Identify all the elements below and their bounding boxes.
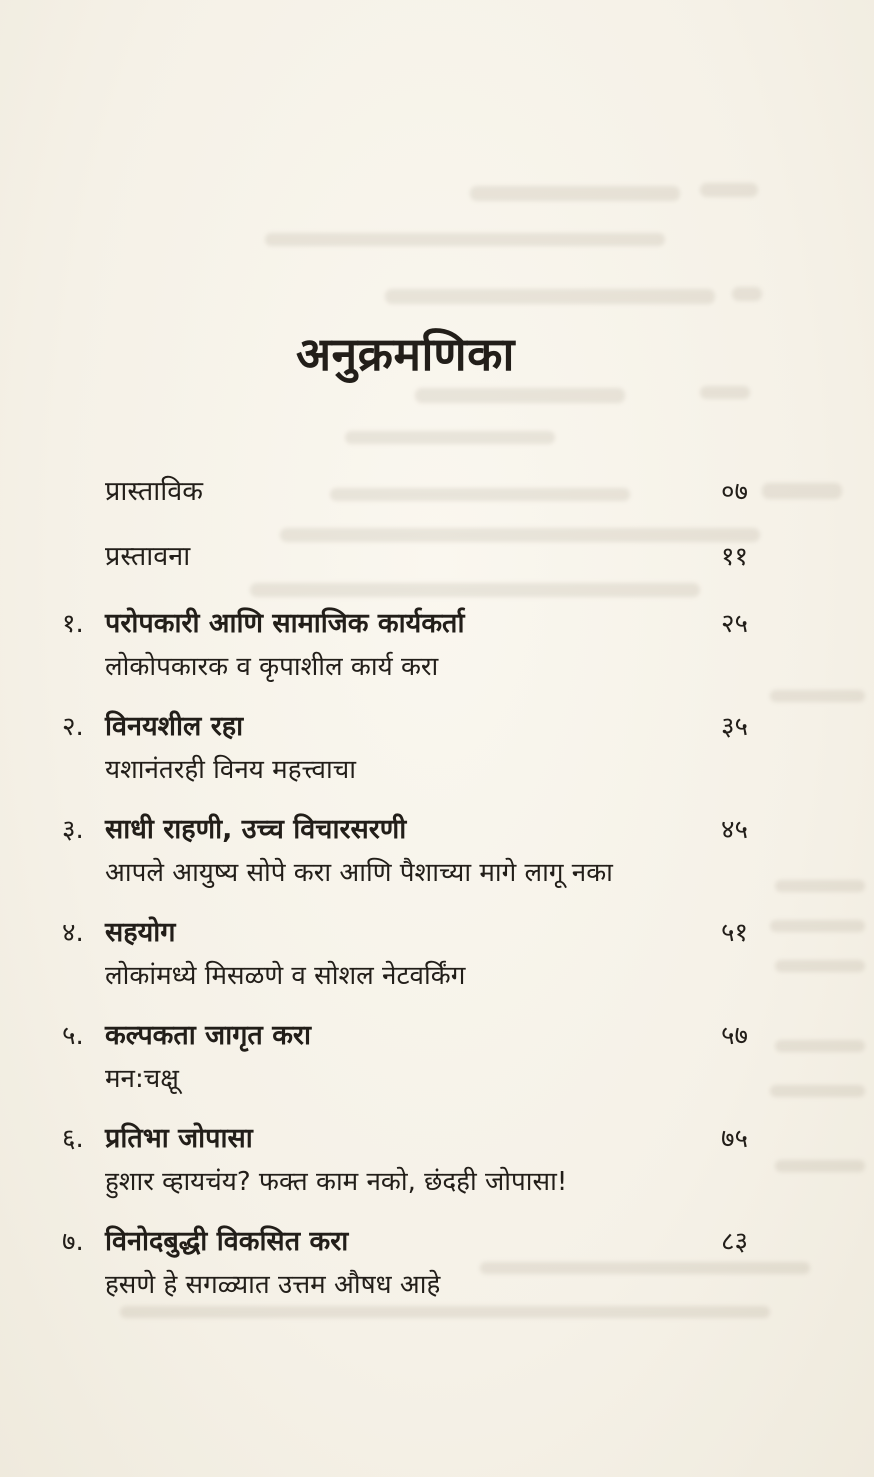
bleed-through-artifact [385, 289, 715, 304]
toc-entry-page-number: ११ [720, 542, 748, 572]
toc-chapter-entry [62, 808, 748, 894]
toc-chapter-head [62, 602, 748, 646]
bleed-through-artifact [770, 1085, 865, 1097]
toc-chapter-subtitle: आपले आयुष्य सोपे करा आणि पैशाच्या मागे लागू नका [105, 858, 613, 888]
toc-chapter-subtitle: मन:चक्षू [105, 1064, 179, 1094]
toc-chapter-number: २. [62, 712, 84, 742]
toc-entry-page-number: ४५ [720, 815, 748, 845]
toc-entry-page-number: ५१ [720, 918, 748, 948]
bleed-through-artifact [345, 431, 555, 444]
bleed-through-artifact [770, 690, 865, 702]
toc-chapter-entry [62, 602, 748, 688]
bleed-through-artifact [775, 1040, 865, 1052]
toc-chapter-subtitle: यशानंतरही विनय महत्त्वाचा [105, 755, 356, 785]
toc-entry-page-number: ०७ [720, 477, 748, 507]
bleed-through-artifact [700, 183, 758, 197]
bleed-through-artifact [265, 233, 665, 246]
toc-entry-page-number: ७५ [720, 1124, 748, 1154]
table-of-contents [62, 472, 748, 1323]
toc-chapter-subtitle: लोकोपकारक व कृपाशील कार्य करा [105, 652, 439, 682]
toc-front-row [62, 472, 748, 512]
toc-chapter-subtitle: हसणे हे सगळ्यात उत्तम औषध आहे [105, 1270, 441, 1300]
toc-chapter-entry [62, 911, 748, 997]
toc-entry-label: प्रास्ताविक [105, 476, 203, 507]
toc-chapter-subtitle: हुशार व्हायचंय? फक्त काम नको, छंदही जोपासा! [105, 1167, 568, 1197]
toc-chapter-title: परोपकारी आणि सामाजिक कार्यकर्ता [105, 608, 465, 639]
toc-chapter-title: प्रतिभा जोपासा [105, 1123, 253, 1154]
toc-front-row [62, 537, 748, 577]
bleed-through-artifact [700, 386, 750, 399]
toc-entry-page-number: ५७ [720, 1021, 748, 1051]
toc-chapter-entry [62, 1014, 748, 1100]
toc-entry-label: प्रस्तावना [105, 541, 191, 572]
toc-entry-page-number: ८३ [720, 1227, 748, 1257]
toc-chapter-number: १. [62, 609, 84, 639]
toc-entry-page-number: ३५ [720, 712, 748, 742]
bleed-through-artifact [775, 1160, 865, 1172]
toc-chapter-entry [62, 1117, 748, 1203]
toc-chapter-head [62, 911, 748, 955]
bleed-through-artifact [415, 388, 625, 403]
toc-chapter-title: कल्पकता जागृत करा [105, 1020, 311, 1051]
page-title: अनुक्रमणिका [296, 327, 515, 381]
toc-chapter-subtitle: लोकांमध्ये मिसळणे व सोशल नेटवर्किंग [105, 961, 466, 991]
toc-chapter-number: ७. [62, 1227, 84, 1257]
toc-chapter-title: साधी राहणी, उच्च विचारसरणी [105, 814, 407, 845]
toc-chapter-head [62, 1117, 748, 1161]
bleed-through-artifact [775, 880, 865, 892]
bleed-through-artifact [775, 960, 865, 972]
toc-chapter-title: विनोदबुद्धी विकसित करा [105, 1226, 349, 1257]
toc-entry-page-number: २५ [720, 609, 748, 639]
toc-chapter-entry [62, 705, 748, 791]
toc-chapter-head [62, 1220, 748, 1264]
toc-chapter-number: ६. [62, 1124, 84, 1154]
toc-chapter-number: ५. [62, 1021, 84, 1051]
toc-chapter-head [62, 1014, 748, 1058]
bleed-through-artifact [732, 287, 762, 301]
toc-chapter-entry [62, 1220, 748, 1306]
bleed-through-artifact [470, 186, 680, 201]
toc-chapter-head [62, 808, 748, 852]
toc-chapter-head [62, 705, 748, 749]
toc-chapter-number: ४. [62, 918, 84, 948]
toc-chapter-title: सहयोग [105, 917, 176, 948]
toc-chapter-title: विनयशील रहा [105, 711, 244, 742]
toc-chapter-number: ३. [62, 815, 84, 845]
bleed-through-artifact [762, 483, 842, 499]
bleed-through-artifact [770, 920, 865, 932]
